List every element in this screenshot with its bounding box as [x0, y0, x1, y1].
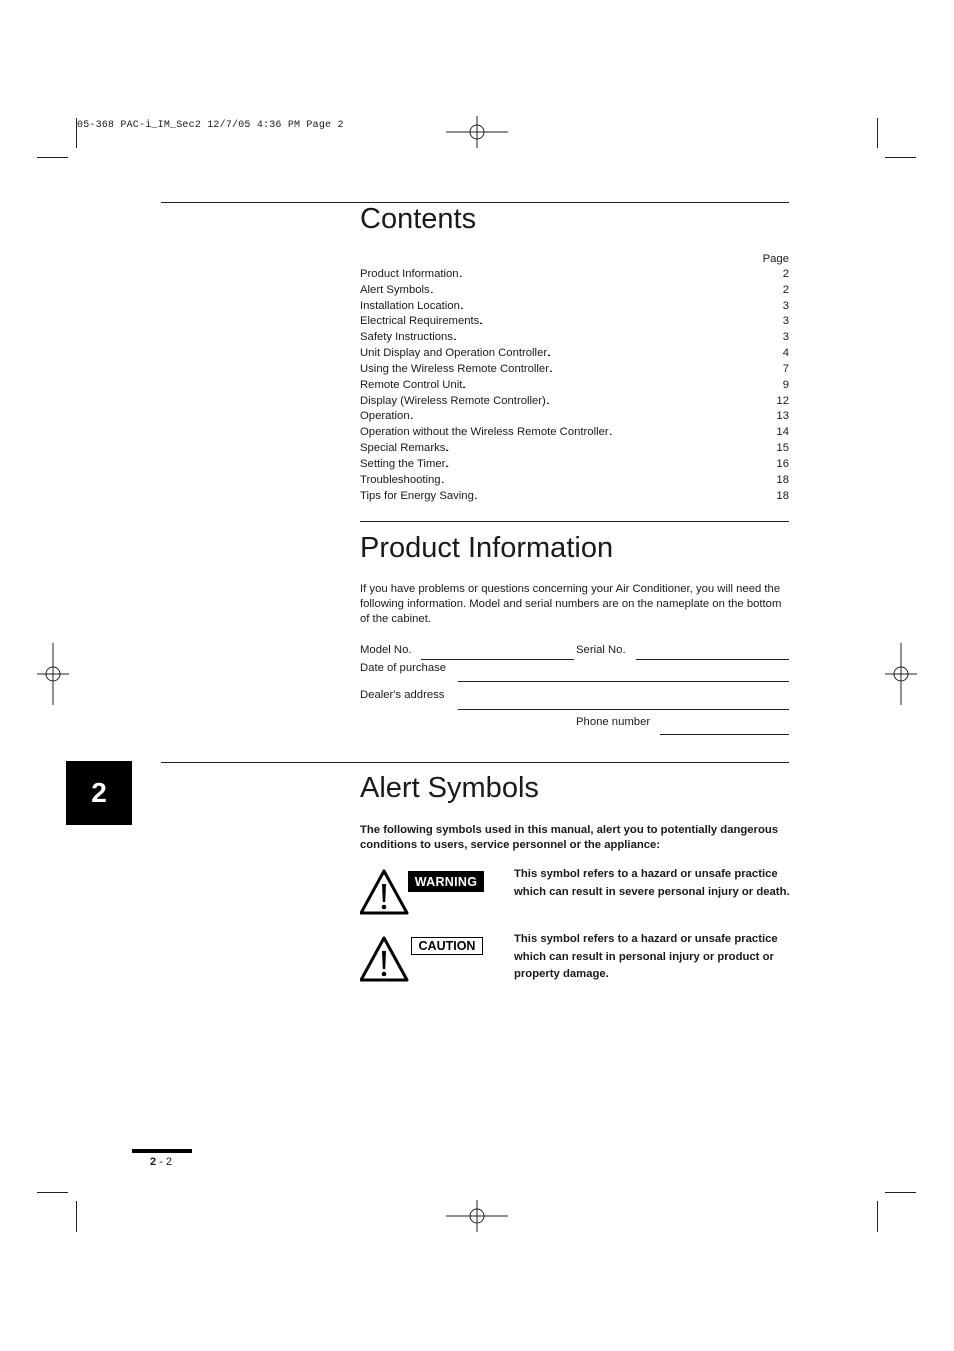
toc-entry[interactable]: [360, 314, 789, 330]
toc-entry-label: Alert Symbols: [360, 283, 430, 296]
toc-entry[interactable]: [360, 441, 789, 457]
toc-entry[interactable]: [360, 330, 789, 346]
toc-leader-dots: [446, 441, 775, 457]
alert-title: Alert Symbols: [360, 772, 539, 804]
toc-entry-page: 14: [776, 426, 789, 439]
page-number-section: 2: [150, 1156, 157, 1168]
toc-entry-label: Electrical Requirements: [360, 315, 480, 328]
toc-entry[interactable]: [360, 378, 789, 394]
page-number-value: 2: [165, 1156, 173, 1168]
registration-mark-left-icon: [37, 643, 69, 707]
page-number-separator: -: [156, 1156, 166, 1168]
caution-badge: CAUTION: [411, 937, 483, 955]
warning-triangle-icon: [360, 869, 410, 915]
toc-entry-label: Troubleshooting: [360, 473, 441, 486]
toc-leader-dots: [480, 314, 781, 330]
toc-entry[interactable]: [360, 457, 789, 473]
page-number: [150, 1156, 172, 1168]
registration-mark-bottom-icon: [446, 1200, 510, 1232]
toc-entry-page: 2: [782, 267, 789, 280]
toc-leader-dots: [463, 378, 781, 394]
toc-entry-page: 12: [776, 394, 789, 407]
toc-entry-label: Display (Wireless Remote Controller): [360, 394, 546, 407]
phone-field[interactable]: [660, 734, 789, 735]
toc-entry-label: Operation without the Wireless Remote Controller: [360, 426, 609, 439]
toc-entry-page: 15: [776, 442, 789, 455]
warning-text: This symbol refers to a hazard or unsafe practice which can result in severe personal injury or death.: [514, 868, 790, 898]
toc-leader-dots: [442, 473, 776, 489]
toc-entry-page: 18: [776, 489, 789, 502]
toc-leader-dots: [550, 362, 782, 378]
toc-entry-label: Installation Location: [360, 299, 460, 312]
toc-leader-dots: [454, 330, 782, 346]
toc-entry-label: Setting the Timer: [360, 457, 446, 470]
toc-entry-label: Using the Wireless Remote Controller: [360, 362, 549, 375]
model-label: Model No.: [360, 644, 412, 656]
toc-leader-dots: [411, 409, 776, 425]
print-slug: 05-368 PAC-i_IM_Sec2 12/7/05 4:36 PM Page 2: [77, 120, 344, 131]
page-number-bar: [132, 1149, 192, 1153]
alert-rule: [161, 762, 789, 763]
toc-entry-page: 9: [782, 378, 789, 391]
toc-entry-label: Operation: [360, 410, 410, 423]
dealer-field[interactable]: [458, 709, 789, 710]
toc-entry[interactable]: [360, 489, 789, 505]
toc-entry[interactable]: [360, 394, 789, 410]
alert-intro: The following symbols used in this manual, alert you to potentially dangerous conditions to users, service personnel or the appliance:: [360, 824, 779, 851]
toc-entry-page: 7: [782, 362, 789, 375]
toc-entry-page: 18: [776, 473, 789, 486]
dealer-label: Dealer's address: [360, 689, 445, 701]
toc-entry[interactable]: [360, 425, 789, 441]
toc-entry-label: Safety Instructions: [360, 331, 453, 344]
toc-entry-page: 3: [782, 331, 789, 344]
toc-leader-dots: [548, 346, 782, 362]
toc-leader-dots: [547, 394, 776, 410]
toc-entry-page: 4: [782, 347, 789, 360]
product-info-title: Product Information: [360, 532, 614, 564]
date-label: Date of purchase: [360, 662, 447, 674]
toc-entry-label: Product Information: [360, 267, 459, 280]
toc-leader-dots: [431, 283, 782, 299]
caution-text: This symbol refers to a hazard or unsafe practice which can result in personal injury or product or property damage.: [514, 933, 778, 980]
toc-entry[interactable]: [360, 346, 789, 362]
toc-leader-dots: [610, 425, 776, 441]
toc-leader-dots: [446, 457, 775, 473]
table-of-contents: [360, 252, 789, 505]
toc-entry-label: Remote Control Unit: [360, 378, 463, 391]
product-info-intro: If you have problems or questions concerning your Air Conditioner, you will need the following information. Model and serial numbers are on the nameplate on the bottom of the cabinet.: [360, 583, 782, 625]
contents-title: Contents: [360, 203, 477, 235]
serial-field[interactable]: [636, 659, 789, 660]
toc-entry-page: 3: [782, 315, 789, 328]
toc-entry[interactable]: [360, 267, 789, 283]
toc-entry-label: Unit Display and Operation Controller: [360, 347, 548, 360]
model-field[interactable]: [421, 659, 574, 660]
toc-entry-page: 3: [782, 299, 789, 312]
toc-page-header: Page: [762, 253, 789, 265]
caution-triangle-icon: [360, 936, 410, 982]
section-tab: 2: [66, 761, 132, 825]
toc-entry[interactable]: [360, 409, 789, 425]
toc-leader-dots: [460, 267, 782, 283]
registration-mark-right-icon: [885, 643, 917, 707]
toc-entry-page: 16: [776, 457, 789, 470]
toc-entry[interactable]: [360, 362, 789, 378]
toc-entry-label: Special Remarks: [360, 442, 446, 455]
phone-label: Phone number: [576, 716, 651, 728]
toc-entry-label: Tips for Energy Saving: [360, 489, 474, 502]
registration-mark-top-icon: [446, 116, 510, 148]
toc-entry[interactable]: [360, 283, 789, 299]
toc-leader-dots: [475, 489, 776, 505]
toc-entry[interactable]: [360, 299, 789, 315]
product-info-rule: [360, 521, 789, 522]
date-field[interactable]: [458, 681, 789, 682]
toc-leader-dots: [461, 299, 782, 315]
toc-entry-page: 13: [776, 410, 789, 423]
toc-entry[interactable]: [360, 473, 789, 489]
serial-label: Serial No.: [576, 644, 626, 656]
toc-entry-page: 2: [782, 283, 789, 296]
warning-badge: WARNING: [408, 871, 484, 892]
